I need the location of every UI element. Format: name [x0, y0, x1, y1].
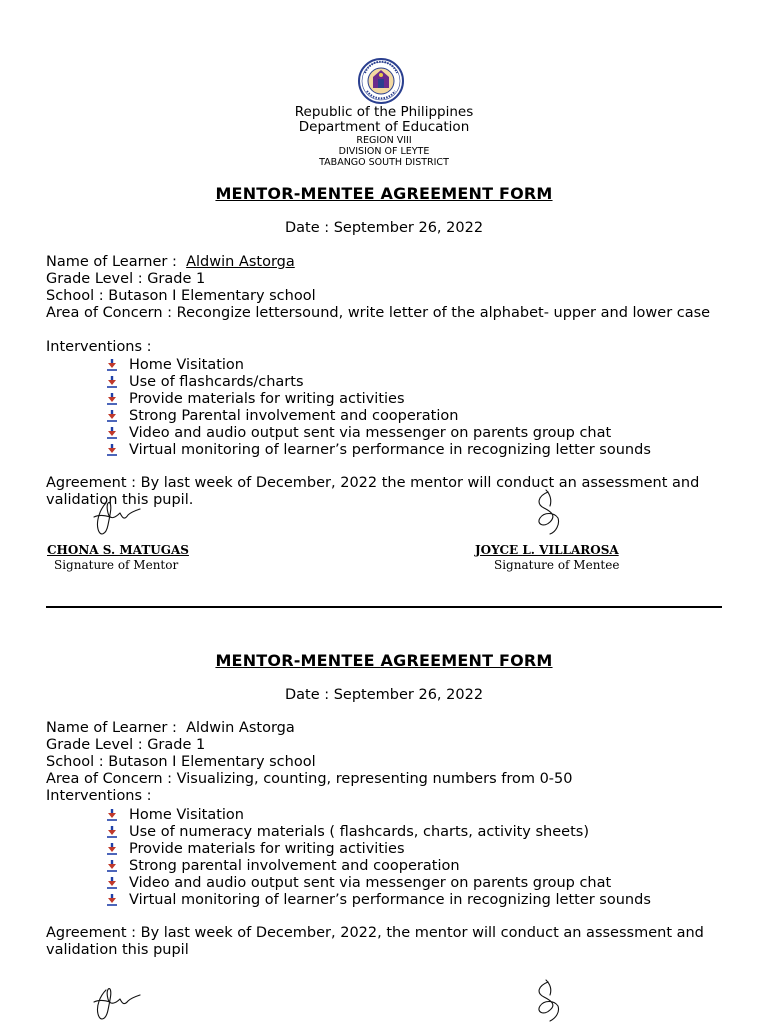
arrow-bullet-icon	[106, 359, 118, 371]
mentee-signature-mark-2	[528, 978, 568, 1024]
form-2-agreement: Agreement : By last week of December, 2022, the mentor will conduct an assessment and validation this pupil	[46, 925, 704, 958]
list-item: Video and audio output sent via messenger on parents group chat	[106, 424, 651, 441]
header-republic: Republic of the Philippines	[294, 104, 474, 120]
form-2-grade: Grade Level : Grade 1	[46, 737, 206, 753]
form-1-title: MENTOR-MENTEE AGREEMENT FORM	[215, 184, 553, 203]
mentor-signature-mark-2	[86, 984, 146, 1024]
form-1-learner-line	[46, 254, 736, 271]
mentor-name: CHONA S. MATUGAS	[47, 543, 189, 557]
list-item: Virtual monitoring of learner’s performance in recognizing letter sounds	[106, 441, 651, 458]
list-item: Video and audio output sent via messenger on parents group chat	[106, 874, 651, 891]
form-1-interventions-list	[106, 356, 651, 458]
list-item: Use of numeracy materials ( flashcards, charts, activity sheets)	[106, 823, 651, 840]
mentor-signature-mark	[86, 495, 146, 545]
mentee-name: JOYCE L. VILLAROSA	[475, 543, 619, 557]
mentor-signature-label: Signature of Mentor	[54, 558, 179, 572]
arrow-bullet-icon	[106, 427, 118, 439]
form-1-concern: Area of Concern : Recongize lettersound, write letter of the alphabet- upper and lower case	[46, 305, 711, 321]
deped-seal-logo	[353, 57, 409, 105]
form-1-grade: Grade Level : Grade 1	[46, 271, 206, 287]
arrow-bullet-icon	[106, 376, 118, 388]
form-2-learner-line	[46, 720, 736, 737]
form-1-learner-label: Name of Learner :	[46, 254, 187, 270]
list-item: Strong Parental involvement and cooperation	[106, 407, 651, 424]
form-1-school: School : Butason I Elementary school	[46, 288, 316, 304]
form-1-interventions-label: Interventions :	[46, 339, 152, 355]
list-item: Strong parental involvement and cooperation	[106, 857, 651, 874]
arrow-bullet-icon	[106, 444, 118, 456]
list-item: Provide materials for writing activities	[106, 840, 651, 857]
form-2-school: School : Butason I Elementary school	[46, 754, 316, 770]
form-2-learner-name: Aldwin Astorga	[186, 720, 295, 736]
form-2-interventions-list	[106, 806, 651, 908]
list-item: Use of flashcards/charts	[106, 373, 651, 390]
header-department: Department of Education	[298, 119, 470, 135]
form-2-interventions-label: Interventions :	[46, 788, 152, 804]
form-1-date: Date : September 26, 2022	[284, 220, 484, 236]
header-region: REGION VIII	[356, 135, 412, 146]
arrow-bullet-icon	[106, 809, 118, 821]
list-item: Virtual monitoring of learner’s performance in recognizing letter sounds	[106, 891, 651, 908]
arrow-bullet-icon	[106, 843, 118, 855]
mentee-signature-label: Signature of Mentee	[494, 558, 620, 572]
list-item: Provide materials for writing activities	[106, 390, 651, 407]
arrow-bullet-icon	[106, 826, 118, 838]
form-2-learner-label: Name of Learner :	[46, 720, 187, 736]
form-1-agreement: Agreement : By last week of December, 2022 the mentor will conduct an assessment and validation this pupil.	[46, 475, 700, 508]
form-2-concern: Area of Concern : Visualizing, counting, representing numbers from 0-50	[46, 771, 573, 787]
form-1-learner-name: Aldwin Astorga	[186, 254, 295, 270]
arrow-bullet-icon	[106, 860, 118, 872]
header-division: DIVISION OF LEYTE	[338, 146, 430, 157]
form-2-date: Date : September 26, 2022	[284, 687, 484, 703]
list-item: Home Visitation	[106, 806, 651, 823]
arrow-bullet-icon	[106, 393, 118, 405]
form-2-title: MENTOR-MENTEE AGREEMENT FORM	[215, 651, 553, 670]
list-item: Home Visitation	[106, 356, 651, 373]
mentee-signature-mark	[528, 488, 568, 540]
arrow-bullet-icon	[106, 877, 118, 889]
section-divider	[46, 606, 722, 608]
arrow-bullet-icon	[106, 410, 118, 422]
header-district: TABANGO SOUTH DISTRICT	[319, 157, 449, 168]
arrow-bullet-icon	[106, 894, 118, 906]
